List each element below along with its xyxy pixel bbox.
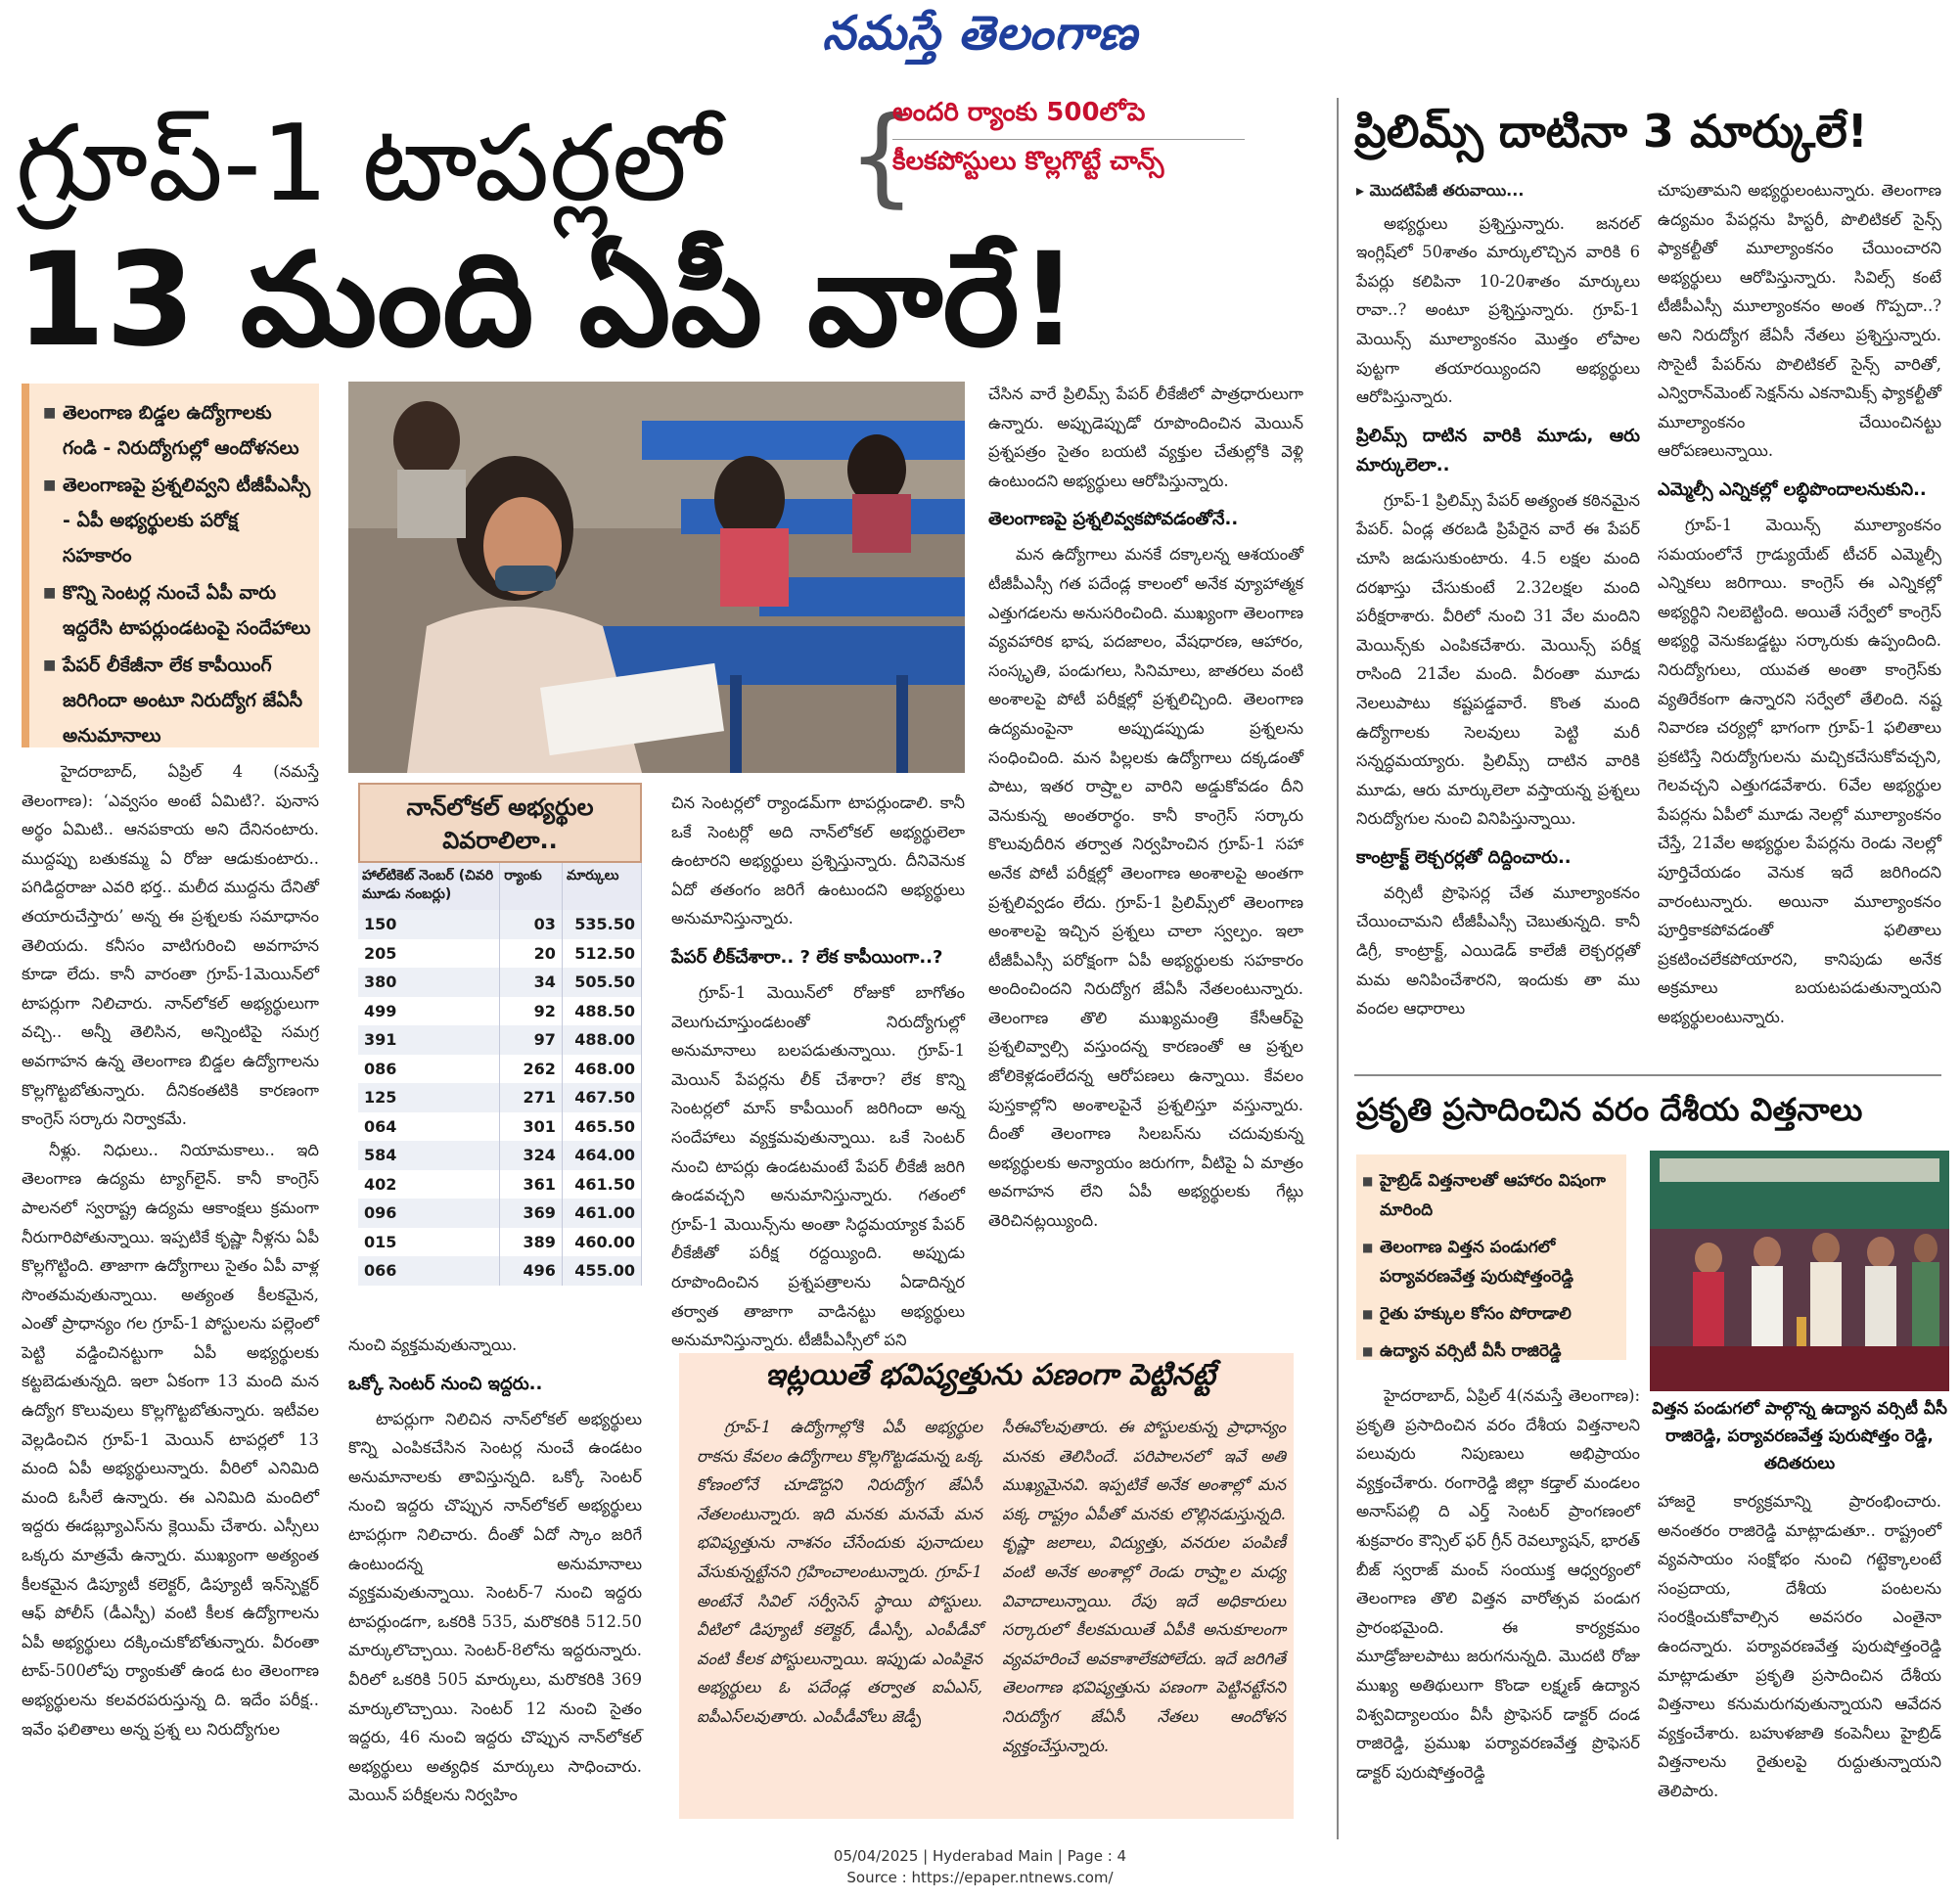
box-column-b: [1002, 1413, 1286, 1814]
table-row: [358, 1055, 642, 1084]
table-row: [358, 1112, 642, 1142]
rank-cell: 369: [500, 1199, 563, 1228]
rank-cell: 324: [500, 1141, 563, 1170]
highlight-item: ■ తెలంగాణ విత్తన పండుగలో పర్యావరణవేత్త పురుషోత్తంరెడ్డి: [1362, 1233, 1620, 1291]
rank-cell: 389: [500, 1228, 563, 1257]
hall-ticket-cell: 125: [358, 1083, 500, 1112]
table-row: [358, 939, 642, 969]
paragraph: హాజరై కార్యక్రమాన్ని ప్రారంభించారు. అనంతరం రాజిరెడ్డి మాట్లాడుతూ.. రాష్ట్రంలో వ్యవసాయం సంక్షోభం నుంచి గట్టెక్కాలంటే సంప్రదాయ, దేశీయ పంటలను సంరక్షించుకోవాల్సిన అవసరం ఎంతైనా ఉందన్నారు. పర్యావరణవేత్త పురుషోత్తంరెడ్డి మాట్లాడుతూ ప్రకృతి ప్రసాదించిన దేశీయ విత్తనాలు కనుమరుగవుతున్నాయని ఆవేదన వ్యక్తంచేశారు. బహుళజాతి కంపెనీలు హైబ్రిడ్ విత్తనాలను రైతులపై రుద్దుతున్నాయని తెలిపారు.: [1658, 1492, 1941, 1800]
kicker-line-1: అందరి ర్యాంకు 500లోపె: [892, 98, 1245, 140]
seed-festival-photo: [1650, 1151, 1949, 1391]
paragraph: చిన సెంటర్లలో ర్యాండమ్‌గా టాపర్లుండాలి. కానీ ఒకే సెంటర్లో అది నాన్‌లోకల్ అభ్యర్థులెలా ఉంటారని అభ్యర్థులు ప్రశ్నిస్తున్నారు. దీనివెనుక ఏదో తతంగం జరిగే ఉంటుందని అభ్యర్థులు అనుమానిస్తున్నారు.: [671, 793, 965, 928]
table-body: [358, 910, 642, 1286]
rank-cell: 361: [500, 1170, 563, 1199]
rank-cell: 03: [500, 910, 563, 939]
hall-ticket-cell: 086: [358, 1055, 500, 1084]
paragraph: గ్రూప్-1 మెయిన్స్ మూల్యాంకనం సమయంలోనే గ్రాడ్యుయేట్ టీచర్ ఎమ్మెల్సీ ఎన్నికలు జరిగాయి. కాంగ్రెస్ ఈ ఎన్నికల్లో అభ్యర్థిని నిలబెట్టింది. అయితే సర్వేలో కాంగ్రెస్ అభ్యర్థి వెనుకబడ్డట్టు సర్కారుకు ఉప్పందింది. నిరుద్యోగులు, యువత అంతా కాంగ్రెస్‌కు వ్యతిరేకంగా ఉన్నారని సర్వేలో తేలింది. నష్ట నివారణ చర్యల్లో భాగంగా గ్రూప్-1 ఫలితాలు ప్రకటిస్తే నిరుద్యోగులను మచ్చికచేసుకోవచ్చని, గెలవచ్చని ఎత్తుగడవేశారు. 6వేల అభ్యర్థుల పేపర్లను ఏపీలో మూడు నెలల్లో మూల్యాంకనం చేస్తే, 21వేల అభ్యర్థుల పేపర్లను రెండు నెలల్లో పూర్తిచేయడం వెనుక ఇదే జరిగిందని వారంటున్నారు. అయినా మూల్యాంకనం పూర్తికాకపోవడంతో ఫలితాలు ప్రకటించలేకపోయారని, కానిపుడు అనేక అక్రమాలు బయటపడుతున్నాయని అభ్యర్థులంటున్నారు.: [1658, 515, 1941, 1027]
table-row: [358, 1256, 642, 1286]
marks-cell: 505.50: [562, 968, 641, 997]
hall-ticket-cell: 096: [358, 1199, 500, 1228]
side-story-title: ప్రిలిమ్స్ దాటినా 3 మార్కులే!: [1354, 105, 1868, 158]
table-row: [358, 1083, 642, 1112]
marks-cell: 535.50: [562, 910, 641, 939]
paragraph: హైదరాబాద్, ఏప్రిల్ 4(నమస్తే తెలంగాణ): ప్రకృతి ప్రసాదించిన వరం దేశీయ విత్తనాలని పలువురు నిపుణులు అభిప్రాయం వ్యక్తంచేశారు. రంగారెడ్డి జిల్లా కడ్తాల్ మండలం అనాస్‌పల్లి ది ఎర్త్ సెంటర్ ప్రాంగణంలో శుక్రవారం కౌన్సిల్ ఫర్ గ్రీన్ రెవల్యూషన్, భారత్ బీజ్ స్వరాజ్ మంచ్ సంయుక్త ఆధ్వర్యంలో తెలంగాణ తొలి విత్తన వారోత్సవ పండుగ ప్రారంభమైంది. ఈ కార్యక్రమం మూడ్రోజులపాటు జరుగనున్నది. మొదటి రోజు ముఖ్య అతిథులుగా కొండా లక్ష్మణ్ ఉద్యాన విశ్వవిద్యాలయం వీసీ ప్రొఫెసర్ డాక్టర్ దండ రాజిరెడ్డి, ప్రముఖ పర్యావరణవేత్త ప్రొఫెసర్ డాక్టర్ పురుషోత్తంరెడ్డి: [1356, 1386, 1640, 1782]
hall-ticket-cell: 391: [358, 1025, 500, 1055]
hall-ticket-cell: 205: [358, 939, 500, 969]
exam-hall-illustration: [348, 382, 965, 773]
section-divider: [1354, 1074, 1941, 1076]
continued-label: ▸ మొదటిపేజీ తరువాయి...: [1356, 181, 1525, 200]
marks-cell: 465.50: [562, 1112, 641, 1142]
article-column-4: [988, 380, 1303, 1338]
seeds-column-a: [1356, 1381, 1640, 1802]
paragraph: చూపుతామని అభ్యర్థులంటున్నారు. తెలంగాణ ఉద్యమం పేపర్లను హిస్టరీ, పొలిటికల్ సైన్స్ ఫ్యాకల్టీతో మూల్యాంకనం చేయించారని అభ్యర్థులు ఆరోపిస్తున్నారు. సివిల్స్ కంటే టీజీపీఎస్సీ మూల్యాంకనం అంత గొప్పదా..? అని నిరుద్యోగ జేఏసీ నేతలు ప్రశ్నిస్తున్నారు. సొసైటీ పేపర్‌ను పొలిటికల్ సైన్స్ వారితో, ఎన్విరాన్‌మెంట్ సెక్షన్‌ను ఎకనామిక్స్ ఫ్యాకల్టీతో మూల్యాంకనం చేయించినట్టు ఆరోపణలున్నాయి.: [1658, 181, 1941, 461]
masthead-title: నమస్తే తెలంగాణ: [822, 6, 1138, 61]
paragraph: గ్రూప్-1 మెయిన్‌లో రోజుకో బాగోతం వెలుగుచూస్తుండటంతో నిరుద్యోగుల్లో అనుమానాలు బలపడుతున్నాయి. గ్రూప్-1 మెయిన్ పేపర్లను లీక్ చేశారా? లేక కొన్ని సెంటర్లలో మాస్ కాపీయింగ్ జరిగిందా అన్న సందేహాలు వ్యక్తమవుతున్నాయి. ఒకే సెంటర్ నుంచి టాపర్లు ఉండటమంటే పేపర్ లీకేజీ జరిగి ఉండవచ్చని అనుమానిస్తున్నారు. గతంలో గ్రూప్-1 మెయిన్స్‌ను అంతా సిద్ధమయ్యాక పేపర్ లీకేజీతో పరీక్ష రద్దయ్యింది. అప్పుడు రూపొందించిన ప్రశ్నపత్రాలను ఏడాదిన్నర తర్వాత తాజాగా వాడినట్టు అభ్యర్థులు అనుమానిస్తున్నారు. టీజీపీఎస్సీలో పని: [671, 982, 965, 1350]
rank-cell: 97: [500, 1025, 563, 1055]
marks-cell: 455.00: [562, 1256, 641, 1286]
paragraph: టాపర్లుగా నిలిచిన నాన్‌లోకల్ అభ్యర్థులు కొన్ని ఎంపికచేసిన సెంటర్ల నుంచే ఉండటం అనుమానాలకు తావిస్తున్నది. ఒక్కో సెంటర్ నుంచి ఇద్దరు చొప్పున నాన్‌లోకల్ అభ్యర్థులు టాపర్లుగా నిలిచారు. దీంతో ఏదో స్కాం జరిగే ఉంటుందన్న అనుమానాలు వ్యక్తమవుతున్నాయి. సెంటర్-7 నుంచి ఇద్దరు టాపర్లుండగా, ఒకరికి 535, మరొకరికి 512.50 మార్కులొచ్చాయి. సెంటర్-8లోను ఇద్దరున్నారు. వీరిలో ఒకరికి 505 మార్కులు, మరొకరికి 369 మార్కులొచ్చాయి. సెంటర్ 12 నుంచి సైతం ఇద్దరు, 46 నుంచి ఇద్దరు చొప్పున నాన్‌లోకల్ అభ్యర్థులు అత్యధిక మార్కులు సాధించారు. మెయిన్ పరీక్షలను నిర్వహిం: [348, 1409, 642, 1805]
highlight-item: ■ రైతు హక్కుల కోసం పోరాడాలి: [1362, 1299, 1620, 1329]
highlight-item: ■ పేపర్ లీకేజీనా లేక కాపీయింగ్ జరిగిందా అంటూ నిరుద్యోగ జేఏసీ అనుమానాలు: [43, 648, 311, 753]
table-row: [358, 1170, 642, 1199]
section-subhead: ఒక్కో సెంటర్ నుంచి ఇద్దరు..: [348, 1373, 543, 1394]
table-row: [358, 1025, 642, 1055]
hall-ticket-cell: 584: [358, 1141, 500, 1170]
masthead-logo: [0, 6, 1960, 72]
paragraph: హైదరాబాద్, ఏప్రిల్ 4 (నమస్తే తెలంగాణ): ‘ఎవ్వసం అంటే ఏమిటి?. పునాస అర్థం ఏమిటి.. ఆనపకాయ అని దేనినంటారు. ముద్దప్పు బతుకమ్మ ఏ రోజు ఆడుకుంటారు.. పగిడిద్దరాజు ఎవరి భర్త.. మలీద ముద్దను దేనితో తయారుచేస్తారు’ అన్న ఈ ప్రశ్నలకు సమాధానం తెలియదు. కనీసం వాటిగురించి అవగాహన కూడా లేదు. కానీ వారంతా గ్రూప్-1మెయిన్‌లో టాపర్లుగా నిలిచారు. నాన్‌లోకల్ అభ్యర్థులుగా వచ్చి.. అన్నీ తెలిసిన, అన్నింటిపై సమగ్ర అవగాహన ఉన్న తెలంగాణ బిడ్డల ఉద్యోగాలను కొల్లగొట్టబోతున్నారు. దీనికంతటికి కారణంగా కాంగ్రెస్ సర్కారు నిర్వాకమే.: [22, 762, 319, 1129]
headline-line-1: గ్రూప్-1 టాపర్లలో: [16, 103, 721, 225]
hall-ticket-cell: 380: [358, 968, 500, 997]
paragraph: గ్రూప్-1 ఉద్యోగాల్లోకి ఏపీ అభ్యర్థుల రాకను కేవలం ఉద్యోగాలు కొల్లగొట్టడమన్న ఒక్క కోణంలోనే చూడొద్దని నిరుద్యోగ జేఏసీ నేతలంటున్నారు. ఇది మనకు మనమే మన భవిష్యత్తును నాశనం చేసేందుకు పునాదులు వేసుకున్నట్టేనని గ్రహించాలంటున్నారు. గ్రూప్-1 అంటేనే సివిల్ సర్వీసెస్ స్థాయి పోస్టులు. వీటిలో డిప్యూటీ కలెక్టర్, డీఎస్పీ, ఎంపీడీవో వంటి కీలక పోస్టులున్నాయి. ఇప్పుడు ఎంపికైన అభ్యర్థులు ఓ పదేండ్ల తర్వాత ఐఏఎస్, ఐపీఎస్‌లవుతారు. ఎంపీడీవోలు జెడ్పీ: [697, 1418, 982, 1726]
paragraph: గ్రూప్-1 ప్రిలిమ్స్ పేపర్ అత్యంత కఠినమైన పేపర్. ఏండ్ల తరబడి ప్రిపేరైన వారే ఈ పేపర్ చూసి జడుసుకుంటారు. 4.5 లక్షల మంది దరఖాస్తు చేసుకుంటే 2.32లక్షల మంది పరీక్షరాశారు. వీరిలో నుంచి 31 వేల మందిని మెయిన్స్‌కు ఎంపికచేశారు. మెయిన్స్ పరీక్ష రాసింది 21వేల మంది. వీరంతా మూడు నెలలుపాటు కష్టపడ్డవారే. కొంత మంది ఉద్యోగాలకు సెలవులు పెట్టి మరీ సన్నద్ధమయ్యారు. ప్రిలిమ్స్ దాటిన వారికి మూడు, ఆరు మార్కులెలా వస్తాయన్న ప్రశ్నలు నిరుద్యోగుల నుంచి వినిపిస్తున్నాయి.: [1356, 490, 1640, 829]
highlight-item: ■ ఉద్యాన వర్సిటీ వీసీ రాజిరెడ్డి: [1362, 1336, 1620, 1366]
rank-cell: 92: [500, 997, 563, 1026]
marks-cell: 461.00: [562, 1199, 641, 1228]
marks-cell: 488.50: [562, 997, 641, 1026]
headline-line-2: 13 మంది ఏపీ వారే!: [16, 225, 1078, 376]
marks-cell: 512.50: [562, 939, 641, 969]
paragraph: చేసిన వారే ప్రిలిమ్స్ పేపర్ లీకేజీలో పాత్రధారులుగా ఉన్నారు. అప్పుడెప్పుడో రూపొందించిన మెయిన్ ప్రశ్నపత్రం సైతం బయటి వ్యక్తుల చేతుల్లోకి వెళ్లి ఉంటుందని అభ్యర్థులు ఆరోపిస్తున్నారు.: [988, 385, 1303, 490]
highlight-item: ■ తెలంగాణపై ప్రశ్నలివ్వని టీజీపీఎస్సీ - ఏపీ అభ్యర్థులకు పరోక్ష సహకారం: [43, 468, 311, 573]
hall-ticket-cell: 402: [358, 1170, 500, 1199]
hall-ticket-cell: 150: [358, 910, 500, 939]
rank-cell: 301: [500, 1112, 563, 1142]
kicker-brace: {: [847, 93, 916, 218]
section-subhead: తెలంగాణపై ప్రశ్నలివ్వకపోవడంతోనే..: [988, 509, 1239, 530]
side-column-a: [1356, 176, 1640, 1057]
marks-cell: 461.50: [562, 1170, 641, 1199]
seeds-column-b: [1658, 1487, 1941, 1802]
kicker-line-2: కీలకపోస్టులు కొల్లగొట్టే చాన్స్: [892, 147, 1164, 176]
article-column-2: [348, 1331, 642, 1822]
marks-cell: 467.50: [562, 1083, 641, 1112]
nonlocal-candidates-table: [358, 783, 642, 1331]
highlights-box: [22, 384, 319, 747]
marks-cell: 460.00: [562, 1228, 641, 1257]
exam-hall-photo: [348, 382, 965, 773]
rank-cell: 262: [500, 1055, 563, 1084]
section-subhead: పేపర్ లీక్‌చేశారా.. ? లేక కాపీయింగా..?: [671, 946, 943, 968]
table-title: నాన్‌లోకల్ అభ్యర్థుల వివరాలిలా..: [358, 783, 642, 863]
side-column-b: [1658, 176, 1941, 1057]
section-subhead: ప్రిలిమ్స్ దాటిన వారికి మూడు, ఆరు మార్కులెలా..: [1356, 425, 1640, 475]
footer-source: Source : https://epaper.ntnews.com/: [846, 1869, 1114, 1886]
table-row: [358, 910, 642, 939]
marks-cell: 468.00: [562, 1055, 641, 1084]
photo-caption: విత్తన పండుగలో పాల్గొన్న ఉద్యాన వర్సిటీ వీసీ రాజిరెడ్డి, పర్యావరణవేత్త పురుషోత్తం రెడ్డి, తదితరులు: [1652, 1399, 1947, 1473]
paragraph: అభ్యర్థులు ప్రశ్నిస్తున్నారు. జనరల్ ఇంగ్లిష్‌లో 50శాతం మార్కులొచ్చిన వారికి 6 పేపర్లు కలిపినా 10-20శాతం మార్కులు రావా..? అంటూ ప్రశ్నిస్తున్నారు. గ్రూప్-1 మెయిన్స్ మూల్యాంకనం మొత్తం లోపాల పుట్టగా తయారయ్యిందని అభ్యర్థులు ఆరోపిస్తున్నారు.: [1356, 213, 1640, 407]
hall-ticket-cell: 015: [358, 1228, 500, 1257]
data-table: [358, 863, 642, 1286]
continued-text: మొదటిపేజీ తరువాయి...: [1369, 181, 1525, 200]
table-row: [358, 1199, 642, 1228]
column-header: మార్కులు: [562, 863, 641, 910]
seeds-story-title: ప్రకృతి ప్రసాదించిన వరం దేశీయ విత్తనాలు: [1356, 1091, 1863, 1128]
paragraph: సీఈవోలవుతారు. ఈ పోస్టులకున్న ప్రాధాన్యం మనకు తెలిసిందే. పరిపాలనలో ఇవే అతి ముఖ్యమైనవి. ఇప్పటికే అనేక అంశాల్లో మన పక్క రాష్ట్రం ఏపీతో మనకు లొల్లినడుస్తున్నది. కృష్ణా జలాలు, విద్యుత్తు, వనరుల పంపిణీ వంటి అనేక అంశాల్లో రెండు రాష్ర్టాల మధ్య వివాదాలున్నాయి. రేపు ఇదే అధికారులు సర్కారులో కీలకమయితే ఏపీకి అనుకూలంగా వ్యవహరించే అవకాశాలేకపోలేదు. ఇదే జరిగితే తెలంగాణ భవిష్యత్తును పణంగా పెట్టినట్టేనని నిరుద్యోగ జేఏసీ నేతలు ఆందోళన వ్యక్తంచేస్తున్నారు.: [1002, 1418, 1286, 1755]
table-row: [358, 1228, 642, 1257]
column-divider: [1337, 98, 1339, 1839]
paragraph: మన ఉద్యోగాలు మనకే దక్కాలన్న ఆశయంతో టీజీపీఎస్సీ గత పదేండ్ల కాలంలో అనేక వ్యూహాత్మక ఎత్తుగడలను అనుసరించింది. ముఖ్యంగా తెలంగాణ వ్యవహారిక భాష, పదజాలం, వేషధారణ, ఆహారం, సంస్కృతి, పండుగలు, సినిమాలు, జాతరలు వంటి అంశాలపై పోటీ పరీక్షల్లో ప్రశ్నలిచ్చింది. తెలంగాణ ఉద్యమంపైనా అప్పుడప్పుడు ప్రశ్నలను సంధించింది. మన పిల్లలకు ఉద్యోగాలు దక్కడంతో పాటు, ఇతర రాష్ర్టాల వారిని అడ్డుకోవడం దీని వెనుకున్న అంతరార్థం. కానీ కాంగ్రెస్ సర్కారు కొలువుదీరిన తర్వాత నిర్వహించిన గ్రూప్-1 సహా అనేక పోటీ పరీక్షల్లో తెలంగాణ అంశాలపై అంతగా ప్రశ్నలివ్వడం లేదు. గ్రూప్-1 ప్రిలిమ్స్‌లో తెలంగాణ అంశాలపై ఇచ్చిన ప్రశ్నలు చాలా స్వల్పం. ఇలా టీజీపీఎస్సీ పరోక్షంగా ఏపీ అభ్యర్థులకు సహకారం అందించిందని నిరుద్యోగ జేఏసీ నేతలంటున్నారు. తెలంగాణ తొలి ముఖ్యమంత్రి కేసీఆర్‌పై ప్రశ్నలివ్వాల్సి వస్తుందన్న కారణంతో ఆ ప్రశ్నల జోలికెళ్లడంలేదన్న ఆరోపణలు ఉన్నాయి. కేవలం పుస్తకాల్లోని అంశాలపైనే ప్రశ్నలిస్తూ వస్తున్నారు. దీంతో తెలంగాణ సిలబస్‌ను చదువుకున్న అభ్యర్థులకు అన్యాయం జరుగగా, వీటిపై ఏ మాత్రం అవగాహన లేని ఏపీ అభ్యర్థులకు గేట్లు తెరిచినట్లయ్యింది.: [988, 545, 1303, 1231]
paragraph: నీళ్లు. నిధులు.. నియామకాలు.. ఇది తెలంగాణ ఉద్యమ ట్యాగ్‌లైన్. కానీ కాంగ్రెస్ పాలనలో స్వరాష్ట్ర ఉద్యమ ఆకాంక్షలు క్రమంగా నీరుగారిపోతున్నాయి. ఇప్పటికే కృష్ణా నీళ్లను ఏపీ కొల్లగొట్టింది. తాజాగా ఉద్యోగాలు సైతం ఏపీ వాళ్ల సొంతమవుతున్నాయి. అత్యంత కీలకమైన, ఎంతో ప్రాధాన్యం గల గ్రూప్-1 పోస్టులను పల్లెంలో పెట్టి వడ్డించినట్టుగా ఏపీ అభ్యర్థులకు కట్టబెడుతున్నది. ఇలా ఏకంగా 13 మంది మన ఉద్యోగ కొలువులు కొల్లగొట్టబోతున్నారు. ఇటీవల వెల్లడించిన గ్రూప్-1 మెయిన్ టాపర్లలో 13 మంది ఏపీ అభ్యర్థులున్నారు. వీరిలో ఎనిమిది మంది ఓసీలే ఉన్నారు. ఈ ఎనిమిది మందిలో ఇద్దరు ఈడబ్ల్యూఎస్‌ను క్లెయిమ్ చేశారు. ఎస్సీలు ఒక్కరు మాత్రమే ఉన్నారు. ముఖ్యంగా అత్యంత కీలకమైన డిప్యూటీ కలెక్టర్, డిప్యూటీ ఇన్‌స్పెక్టర్ ఆఫ్ పోలీస్ (డీఎస్పీ) వంటి కీలక ఉద్యోగాలను ఏపీ అభ్యర్థులు దక్కించుకోబోతున్నారు. వీరంతా టాప్-500లోపు ర్యాంకుతో ఉండ టం తెలంగాణ అభ్యర్థులను కలవరపరుస్తున్న ది. ఇదేం పరీక్ష.. ఇవేం ఫలితాలు అన్న ప్రశ్న లు నిరుద్యోగుల: [22, 1140, 319, 1739]
hall-ticket-cell: 499: [358, 997, 500, 1026]
highlight-item: ■ హైబ్రిడ్ విత్తనాలతో ఆహారం విషంగా మారింది: [1362, 1166, 1620, 1225]
article-column-1: [22, 757, 319, 1824]
box-column-a: [697, 1413, 982, 1814]
column-header: ర్యాంకు: [500, 863, 563, 910]
marks-cell: 488.00: [562, 1025, 641, 1055]
page-footer: [0, 1845, 1960, 1888]
highlight-item: ■ కొన్ని సెంటర్ల నుంచే ఏపీ వారు ఇద్దరేసి టాపర్లుండటంపై సందేహాలు: [43, 575, 311, 646]
rank-cell: 34: [500, 968, 563, 997]
paragraph: వర్సిటీ ప్రొఫెసర్ల చేత మూల్యాంకనం చేయించామని టీజీపీఎస్సీ చెబుతున్నది. కానీ డిగ్రీ, కాంట్రాక్ట్, ఎయిడెడ్ కాలేజీ లెక్చరర్లతో మమ అనిపించేశారని, ఇందుకు తా ము వందల ఆధారాలు: [1356, 883, 1640, 1018]
box-title: ఇట్లయితే భవిష్యత్తును పణంగా పెట్టినట్టే: [765, 1358, 1215, 1392]
table-row: [358, 1141, 642, 1170]
seeds-highlights-box: [1356, 1154, 1626, 1360]
seed-festival-illustration: [1650, 1151, 1949, 1391]
hall-ticket-cell: 064: [358, 1112, 500, 1142]
table-row: [358, 968, 642, 997]
footer-edition: 05/04/2025 | Hyderabad Main | Page : 4: [833, 1847, 1127, 1865]
rank-cell: 271: [500, 1083, 563, 1112]
section-subhead: కాంట్రాక్ట్ లెక్చరర్లతో దిద్దించారు..: [1356, 846, 1572, 868]
paragraph: నుంచి వ్యక్తమవుతున్నాయి.: [348, 1335, 518, 1354]
article-column-3: [671, 789, 965, 1350]
marks-cell: 464.00: [562, 1141, 641, 1170]
section-subhead: ఎమ్మెల్సీ ఎన్నికల్లో లబ్ధిపొందాలనుకుని..: [1658, 478, 1927, 500]
column-header: హాల్‌టికెట్ నెంబర్ (చివరి మూడు నంబర్లు): [358, 863, 500, 910]
table-row: [358, 997, 642, 1026]
rank-cell: 496: [500, 1256, 563, 1286]
hall-ticket-cell: 066: [358, 1256, 500, 1286]
highlight-item: ■ తెలంగాణ బిడ్డల ఉద్యోగాలకు గండి - నిరుద్యోగుల్లో ఆందోళనలు: [43, 395, 311, 466]
rank-cell: 20: [500, 939, 563, 969]
